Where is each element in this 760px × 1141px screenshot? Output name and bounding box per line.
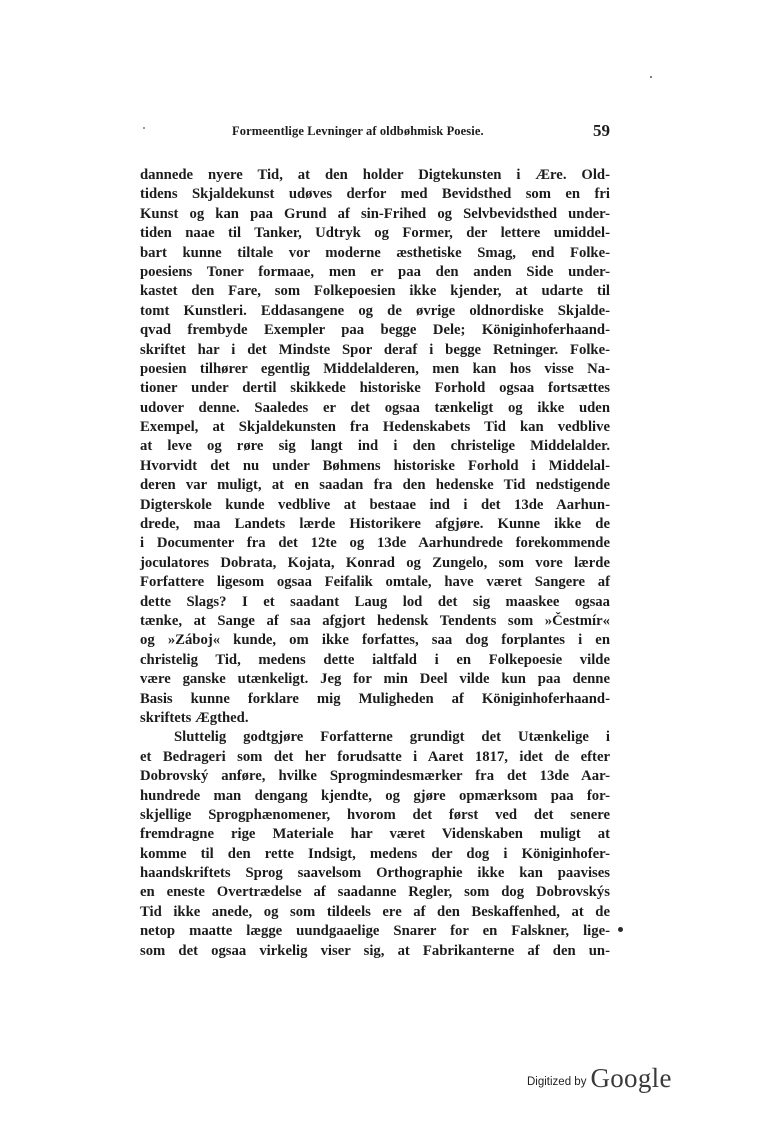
text-line: Forfattere ligesom ogsaa Feifalik omtale, have været Sangere af: [140, 574, 610, 591]
text-line: kastet den Fare, som Folkepoesien ikke kjender, at udarte til: [140, 283, 610, 300]
text-line: deren var muligt, at en saadan fra den hedenske Tid nedstigende: [140, 477, 610, 494]
google-logo: Google: [590, 1063, 672, 1093]
text-line: skjellige Sprogphænomener, hvorom det først ved det senere: [140, 806, 610, 823]
text-line: komme til den rette Indsigt, medens der dog i Königinhofer-: [140, 845, 610, 862]
digitized-watermark: [527, 1063, 672, 1093]
text-line: joculatores Dobrata, Kojata, Konrad og Zungelo, som vore lærde: [140, 554, 610, 571]
digitized-label: Digitized by: [527, 1076, 587, 1088]
text-line: i Documenter fra det 12te og 13de Aarhundrede forekommende: [140, 535, 610, 552]
text-line: tænke, at Sange af saa afgjort hedensk Tendents som »Čestmír«: [140, 612, 610, 629]
text-line: Sluttelig godtgjøre Forfatterne grundigt det Utænkelige i: [174, 729, 610, 746]
text-line: dette Slags? I et saadant Laug lod det sig maaskee ogsaa: [140, 593, 610, 610]
text-line: Tid ikke anede, og som tildeels ere af den Beskaffenhed, at de: [140, 903, 610, 920]
text-line: at leve og røre sig langt ind i den christelige Middelalder.: [140, 438, 610, 455]
text-line: fremdragne rige Materiale har været Videnskaben muligt at: [140, 826, 610, 843]
margin-mark: [618, 927, 623, 932]
text-line: bart kunne tiltale vor moderne æsthetiske Smag, end Folke-: [140, 244, 610, 261]
text-line: tioner under dertil skikkede historiske Forhold ogsaa fortsættes: [140, 380, 610, 397]
text-line: christelig Tid, medens dette ialtfald i en Folkepoesie vilde: [140, 651, 610, 668]
text-line: tidens Skjaldekunst udøves derfor med Bevidsthed som en fri: [140, 186, 610, 203]
text-line: drede, maa Landets lærde Historikere afgjøre. Kunne ikke de: [140, 516, 610, 533]
text-line: en eneste Overtrædelse af saadanne Regler, som dog Dobrovskýs: [140, 884, 610, 901]
text-line: qvad frembyde Exempler paa begge Dele; Königinhoferhaand-: [140, 322, 610, 339]
text-line: et Bedrageri som det her forudsatte i Aaret 1817, idet de efter: [140, 748, 610, 765]
text-line: Exempel, at Skjaldekunsten fra Hedenskabets Tid kan vedblive: [140, 419, 610, 436]
text-line: Basis kunne forklare mig Muligheden af Königinhoferhaand-: [140, 690, 610, 707]
text-line: Hvorvidt det nu under Bøhmens historiske Forhold i Middelal-: [140, 457, 610, 474]
text-line: poesien tilhører egentlig Middelalderen, men kan hos visse Na-: [140, 360, 610, 377]
text-line: hundrede man dengang kjendte, og gjøre opmærksom paa for-: [140, 787, 610, 804]
text-line: poesiens Toner formaae, men er paa den anden Side under-: [140, 263, 610, 280]
text-line: dannede nyere Tid, at den holder Digtekunsten i Ære. Old-: [140, 167, 610, 183]
text-line: og »Záboj« kunde, om ikke forfattes, saa dog forplantes i en: [140, 632, 610, 649]
text-line: netop maatte lægge uundgaaelige Snarer for en Falskner, lige-: [140, 923, 610, 940]
scan-speck: [650, 76, 652, 78]
text-line: tiden naae til Tanker, Udtryk og Former, der lettere umiddel-: [140, 225, 610, 242]
text-line: udover denne. Saaledes er det ogsaa tænkeligt og ikke uden: [140, 399, 610, 416]
body-text: [140, 166, 610, 961]
text-line: Digterskole kunde vedblive at bestaae ind i det 13de Aarhun-: [140, 496, 610, 513]
text-line: være ganske utænkeligt. Jeg for min Deel vilde kun paa denne: [140, 671, 610, 688]
text-line: Dobrovský anføre, hvilke Sprogmindesmærker fra det 13de Aar-: [140, 768, 610, 785]
text-line: skriftets Ægthed.: [140, 709, 249, 726]
page-header: [140, 121, 610, 146]
text-line: tomt Kunstleri. Eddasangene og de øvrige oldnordiske Skjalde-: [140, 302, 610, 319]
text-line: haandskriftets Sprog saavelsom Orthographie ikke kan paavises: [140, 865, 610, 882]
text-line: Kunst og kan paa Grund af sin-Frihed og Selvbevidsthed under-: [140, 205, 610, 222]
running-title: Formeentlige Levninger af oldbøhmisk Poesie.: [232, 124, 484, 138]
page-number: 59: [593, 121, 610, 140]
text-line: skriftet har i det Mindste Spor deraf i begge Retninger. Folke-: [140, 341, 610, 358]
text-line: som det ogsaa virkelig viser sig, at Fabrikanterne af den un-: [140, 942, 610, 959]
